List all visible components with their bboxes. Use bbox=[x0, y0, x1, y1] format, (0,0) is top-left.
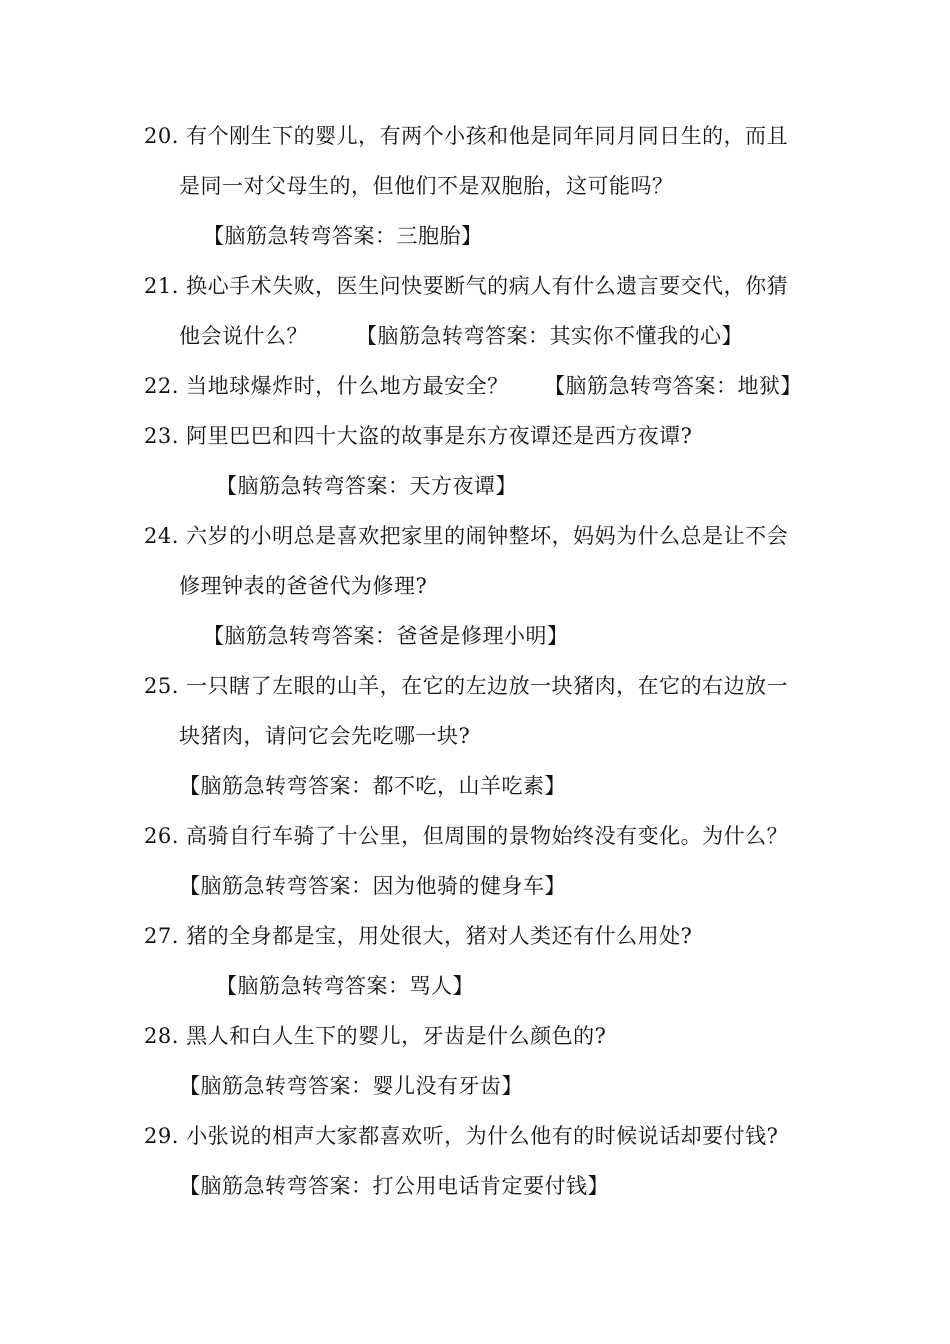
answer-24: 【脑筋急转弯答案：爸爸是修理小明】 bbox=[203, 624, 569, 648]
answer-20: 【脑筋急转弯答案：三胞胎】 bbox=[203, 224, 483, 248]
question-23: 23. 阿里巴巴和四十大盗的故事是东方夜谭还是西方夜谭? bbox=[144, 424, 693, 448]
question-20-line-1: 20. 有个刚生下的婴儿，有两个小孩和他是同年同月同日生的，而且 bbox=[144, 124, 789, 148]
answer-25: 【脑筋急转弯答案：都不吃，山羊吃素】 bbox=[179, 774, 566, 798]
question-25-line-2: 块猪肉，请问它会先吃哪一块? bbox=[179, 724, 471, 748]
question-27: 27. 猪的全身都是宝，用处很大，猪对人类还有什么用处? bbox=[144, 924, 693, 948]
question-21-line-2: 他会说什么？ bbox=[179, 324, 308, 348]
question-20-line-2: 是同一对父母生的，但他们不是双胞胎，这可能吗？ bbox=[179, 174, 674, 198]
question-21-line-1: 21. 换心手术失败，医生问快要断气的病人有什么遗言要交代，你猜 bbox=[144, 274, 789, 298]
answer-29: 【脑筋急转弯答案：打公用电话肯定要付钱】 bbox=[179, 1174, 609, 1198]
answer-23: 【脑筋急转弯答案：天方夜谭】 bbox=[216, 474, 517, 498]
question-24-line-1: 24. 六岁的小明总是喜欢把家里的闹钟整坏，妈妈为什么总是让不会 bbox=[144, 524, 789, 548]
question-24-line-2: 修理钟表的爸爸代为修理? bbox=[179, 574, 428, 598]
answer-28: 【脑筋急转弯答案：婴儿没有牙齿】 bbox=[179, 1074, 523, 1098]
answer-22: 【脑筋急转弯答案：地狱】 bbox=[544, 374, 802, 398]
answer-21: 【脑筋急转弯答案：其实你不懂我的心】 bbox=[356, 324, 743, 348]
question-25-line-1: 25. 一只瞎了左眼的山羊，在它的左边放一块猪肉，在它的右边放一 bbox=[144, 674, 789, 698]
answer-26: 【脑筋急转弯答案：因为他骑的健身车】 bbox=[179, 874, 566, 898]
question-28: 28. 黑人和白人生下的婴儿，牙齿是什么颜色的? bbox=[144, 1024, 607, 1048]
question-29: 29. 小张说的相声大家都喜欢听，为什么他有的时候说话却要付钱? bbox=[144, 1124, 779, 1148]
question-26: 26. 高骑自行车骑了十公里，但周围的景物始终没有变化。为什么？ bbox=[144, 824, 789, 848]
question-22: 22. 当地球爆炸时，什么地方最安全？ bbox=[144, 374, 509, 398]
answer-27: 【脑筋急转弯答案：骂人】 bbox=[216, 974, 474, 998]
